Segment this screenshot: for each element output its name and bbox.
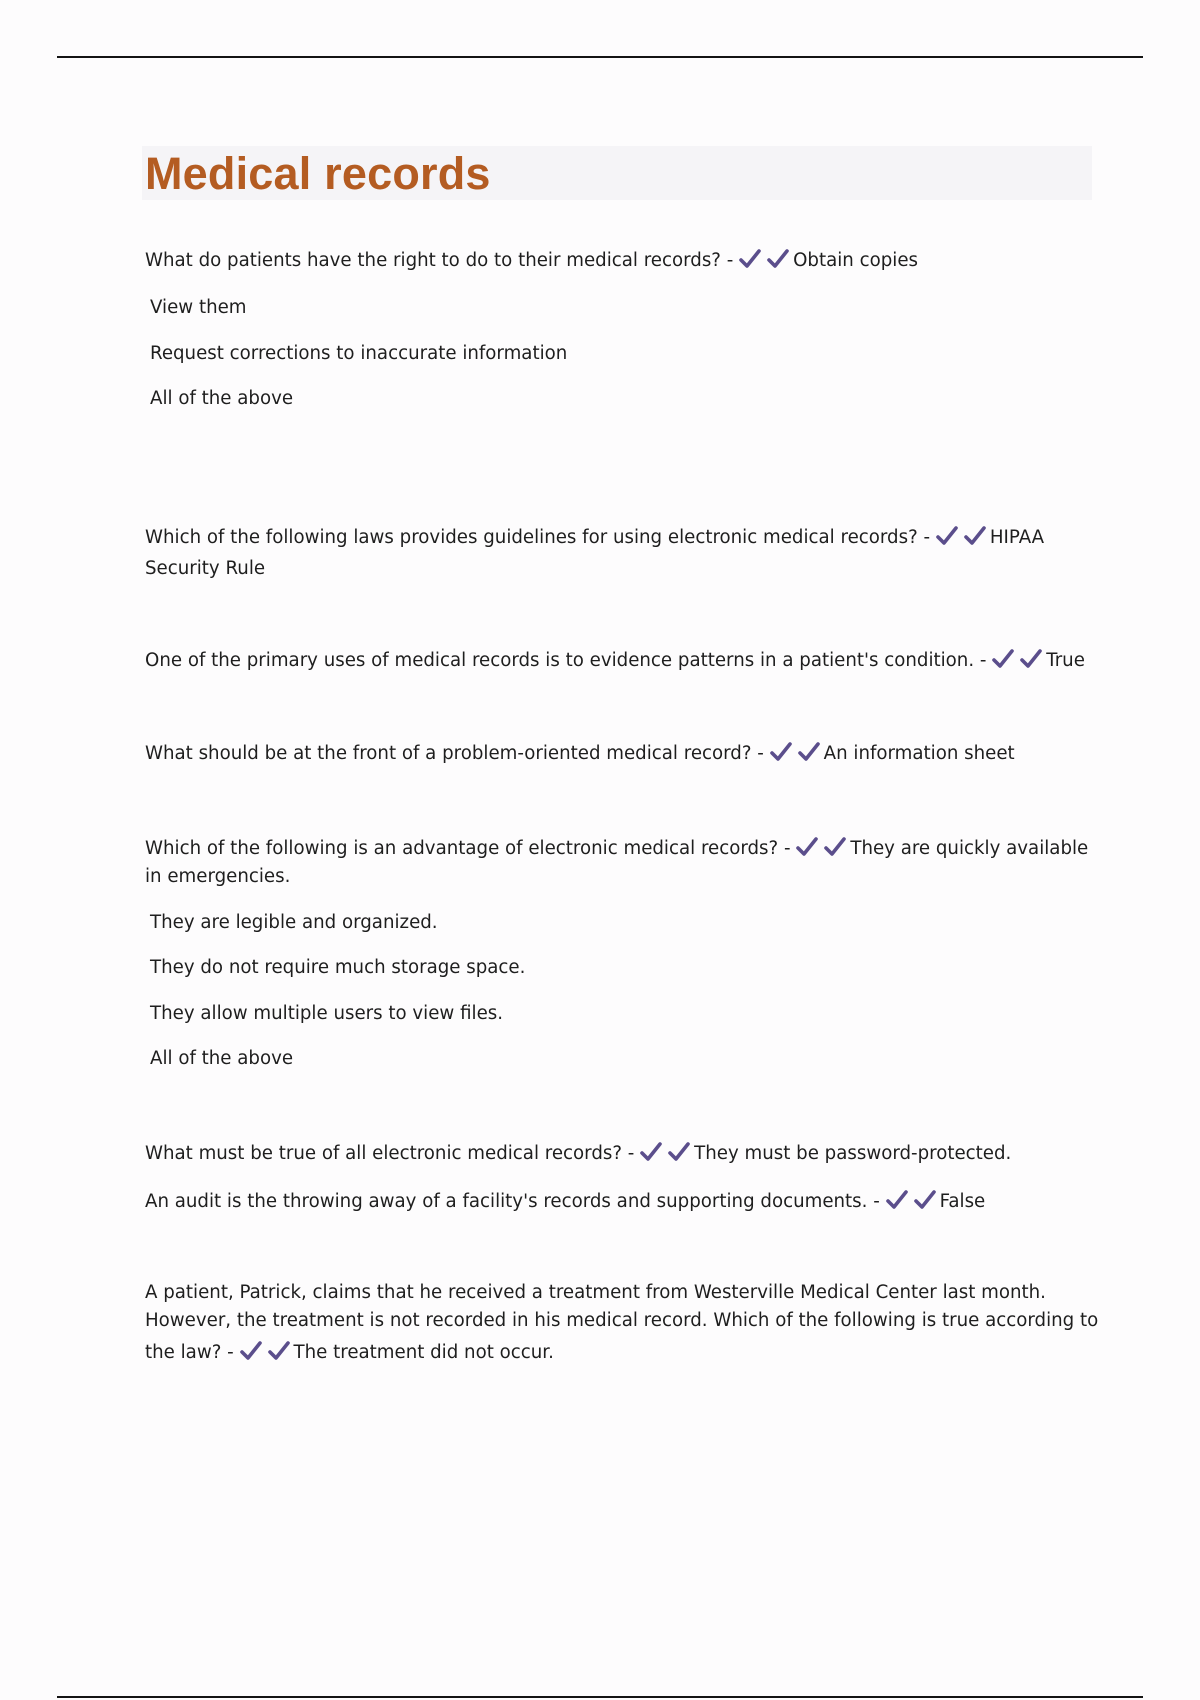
option-text: They allow multiple users to view files. — [150, 1003, 504, 1024]
checkmark-icon — [914, 1189, 936, 1211]
answer-continuation: in emergencies. — [145, 866, 291, 887]
answer-text: The treatment did not occur. — [293, 1342, 554, 1363]
option-text: They are legible and organized. — [150, 912, 438, 933]
question-text: the law? - — [145, 1342, 234, 1363]
option-text: They do not require much storage space. — [150, 957, 526, 978]
question-line: However, the treatment is not recorded in his medical record. Which of the following is true according to — [145, 1310, 1099, 1331]
checkmark-icon — [1020, 648, 1042, 670]
checkmark-icon — [936, 525, 958, 547]
question-text: Which of the following laws provides guidelines for using electronic medical records? - — [145, 527, 931, 548]
checkmark-icon — [770, 741, 792, 763]
checkmark-icon — [640, 1141, 662, 1163]
qa-line — [145, 1140, 1011, 1168]
option-text: All of the above — [150, 1048, 294, 1069]
answer-text: True — [1046, 650, 1085, 671]
question-text: What must be true of all electronic medical records? - — [145, 1143, 635, 1164]
answer-text: False — [939, 1191, 986, 1212]
qa-line — [145, 740, 1015, 768]
page-title: Medical records — [145, 148, 491, 199]
checkmark-icon — [767, 248, 789, 270]
checkmark-icon — [268, 1340, 290, 1362]
checkmark-icon — [796, 836, 818, 858]
question-line: A patient, Patrick, claims that he received a treatment from Westerville Medical Center last month. — [145, 1282, 1046, 1303]
answer-text: They must be password-protected. — [694, 1143, 1012, 1164]
answer-text: An information sheet — [823, 743, 1015, 764]
qa-line — [145, 835, 1088, 863]
qa-line — [145, 247, 918, 275]
answer-text: HIPAA — [989, 527, 1045, 548]
option-text: All of the above — [150, 388, 294, 409]
bottom-rule — [57, 1696, 1143, 1698]
checkmark-icon — [798, 741, 820, 763]
answer-text: Obtain copies — [793, 250, 918, 271]
question-text: What do patients have the right to do to their medical records? - — [145, 250, 734, 271]
checkmark-icon — [886, 1189, 908, 1211]
answer-text: They are quickly available — [850, 838, 1089, 859]
question-text: One of the primary uses of medical records is to evidence patterns in a patient's condition. - — [145, 650, 987, 671]
qa-line — [145, 1339, 554, 1367]
option-text: Request corrections to inaccurate information — [150, 343, 568, 364]
question-text: What should be at the front of a problem-oriented medical record? - — [145, 743, 764, 764]
checkmark-icon — [240, 1340, 262, 1362]
question-text: Which of the following is an advantage of electronic medical records? - — [145, 838, 791, 859]
qa-line — [145, 1188, 985, 1216]
top-rule — [57, 56, 1143, 58]
checkmark-icon — [992, 648, 1014, 670]
checkmark-icon — [964, 525, 986, 547]
checkmark-icon — [668, 1141, 690, 1163]
qa-line — [145, 524, 1044, 552]
checkmark-icon — [739, 248, 761, 270]
qa-line — [145, 647, 1085, 675]
question-text: An audit is the throwing away of a facility's records and supporting documents. - — [145, 1191, 880, 1212]
option-text: View them — [150, 297, 247, 318]
checkmark-icon — [824, 836, 846, 858]
answer-continuation: Security Rule — [145, 558, 266, 579]
